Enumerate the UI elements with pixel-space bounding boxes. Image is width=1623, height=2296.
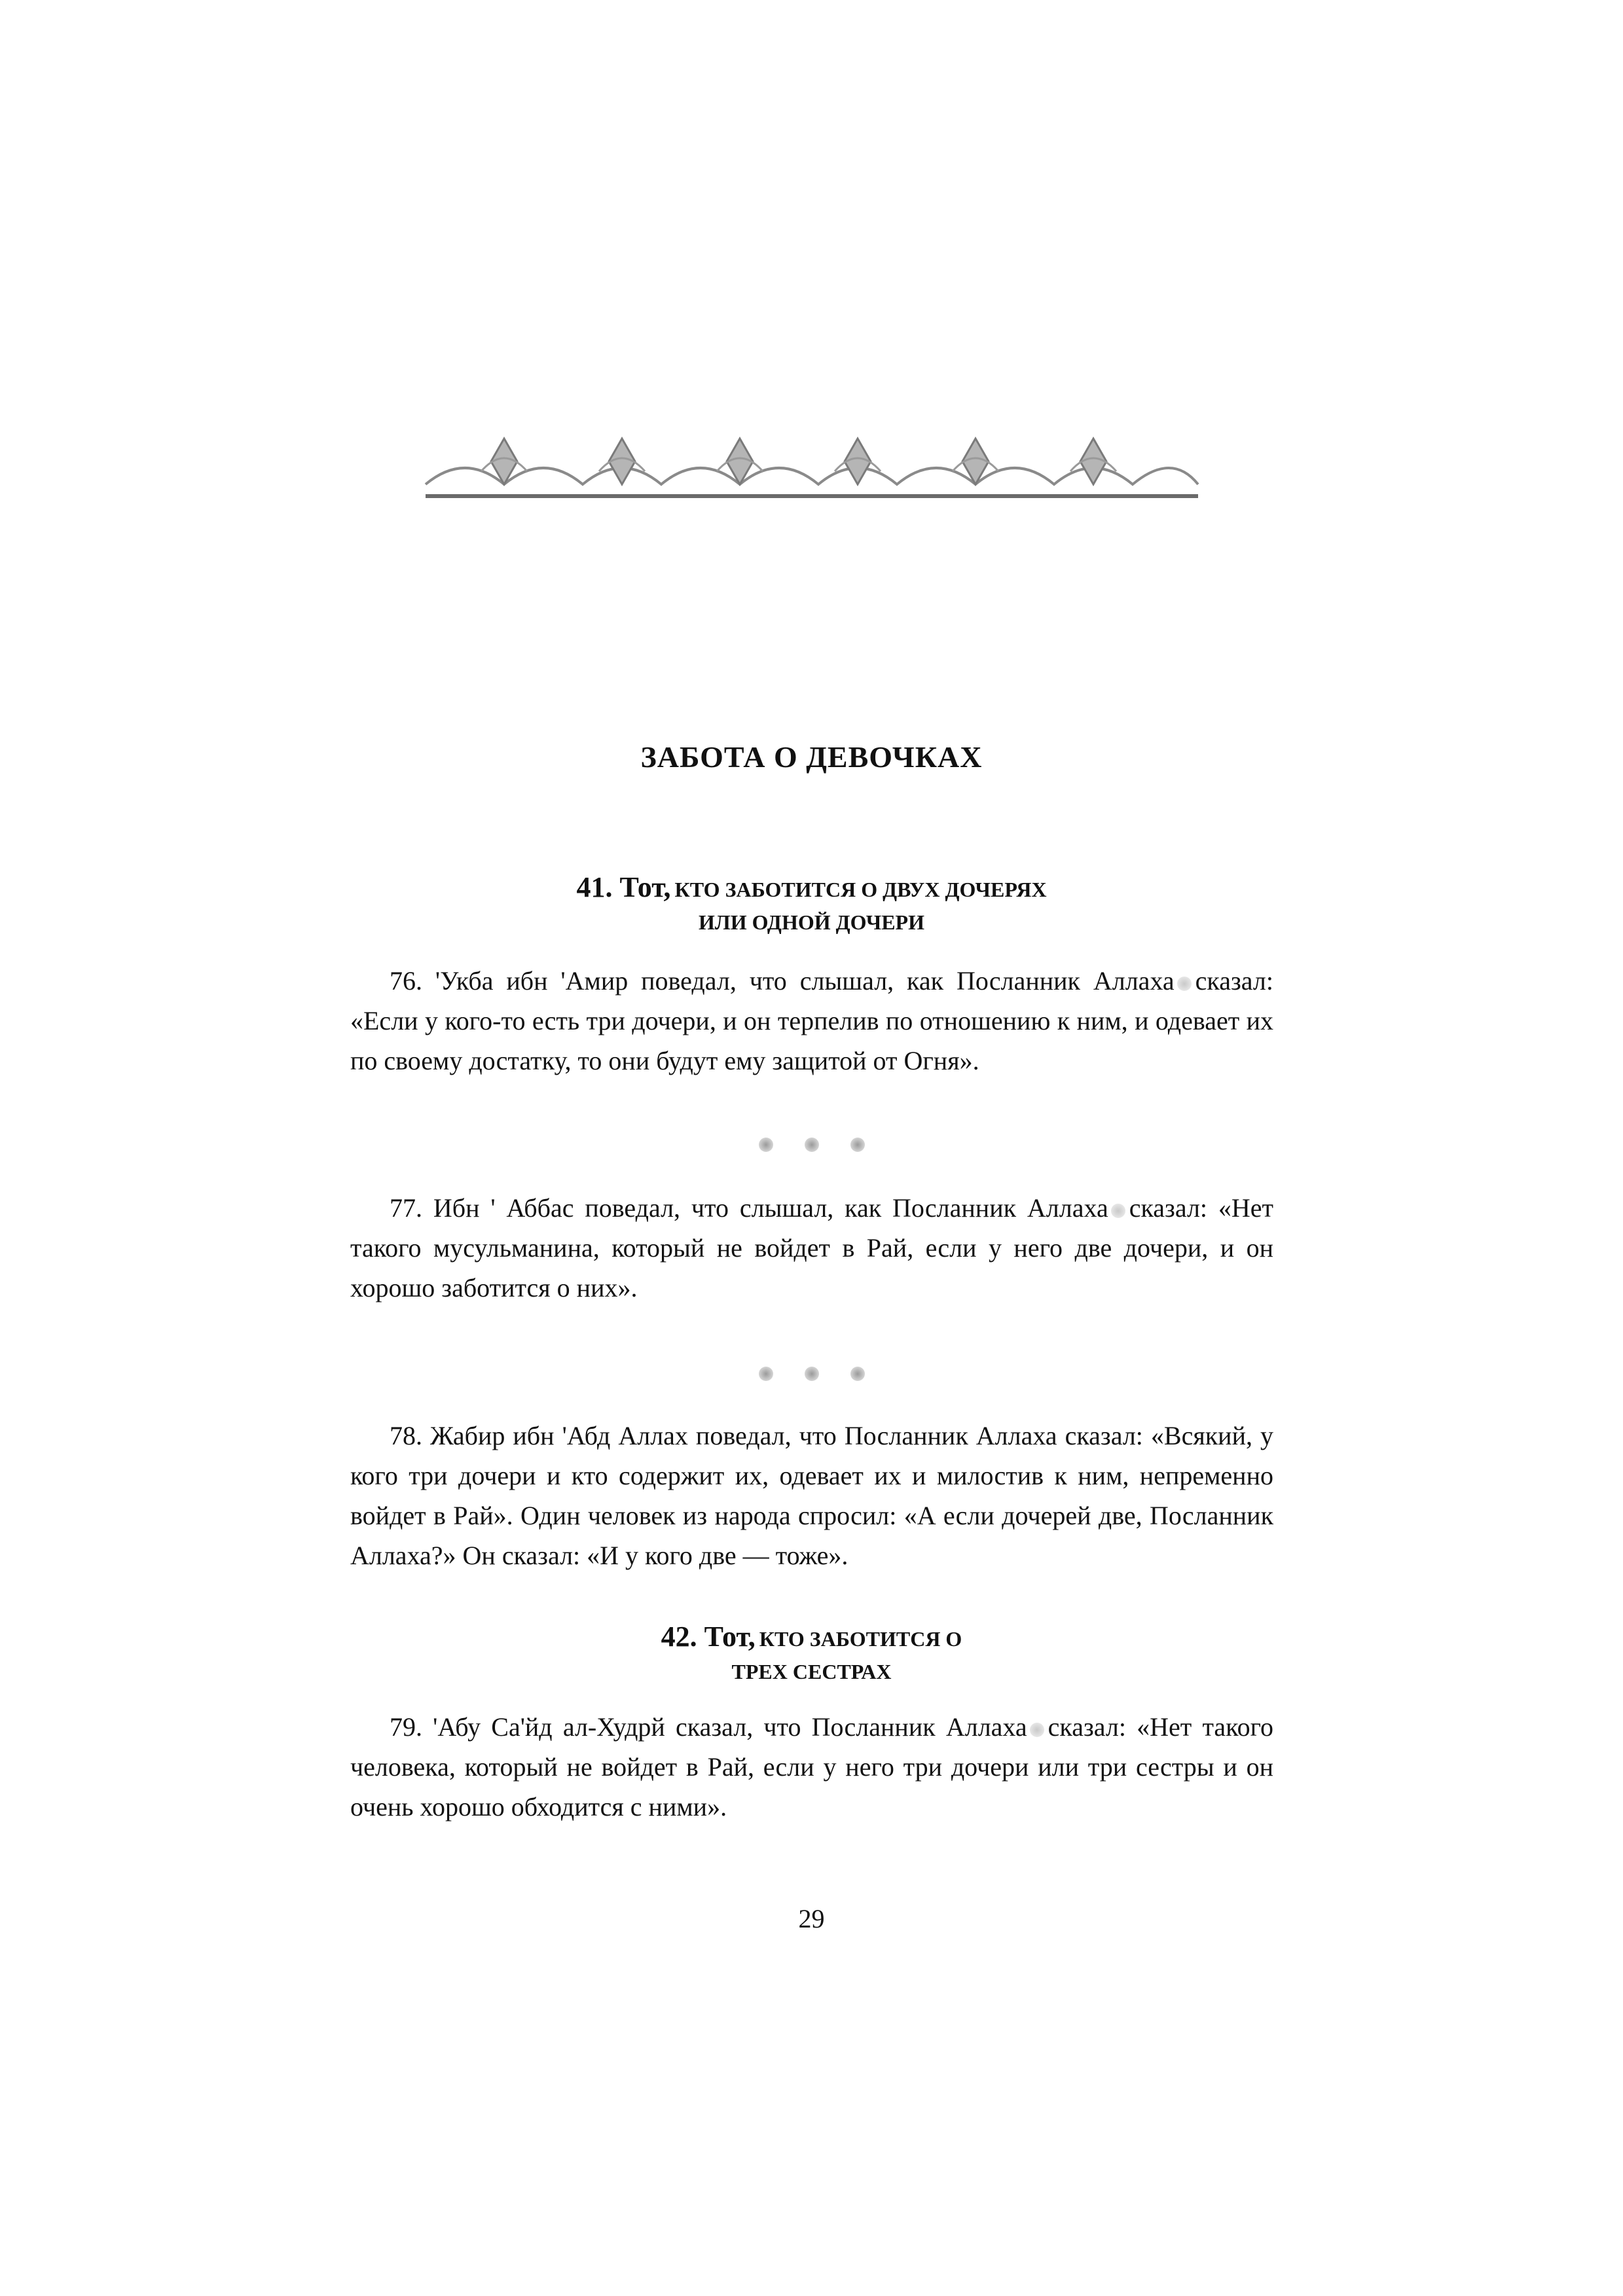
- dot-icon: [850, 1138, 865, 1152]
- section-heading-41: [0, 870, 1623, 935]
- honorific-mark-icon: [1030, 1723, 1044, 1737]
- hadith-79: [350, 1707, 1273, 1827]
- hadith-text: 77. Ибн ' Аббас поведал, что слышал, как Посланник Аллаха: [390, 1193, 1108, 1223]
- separator-asterism: [0, 1367, 1623, 1384]
- separator-asterism: [0, 1138, 1623, 1155]
- section-heading-text: КТО ЗАБОТИТСЯ О: [759, 1627, 962, 1651]
- ornament-header: [419, 425, 1205, 507]
- hadith-text: сказал: «Если у кого-то есть три дочери, и он терпелив по отношению к ним, и одевает их по своему достатку, то они будут ему защитой от Огня».: [350, 966, 1273, 1075]
- section-heading-line2: ИЛИ ОДНОЙ ДОЧЕРИ: [699, 910, 924, 934]
- hadith-76: [350, 961, 1273, 1081]
- dot-icon: [759, 1138, 773, 1152]
- dot-icon: [850, 1367, 865, 1381]
- section-number: 42. Тот,: [661, 1621, 756, 1653]
- section-heading-text: КТО ЗАБОТИТСЯ О ДВУХ ДОЧЕРЯХ: [674, 878, 1047, 901]
- chapter-title: ЗАБОТА О ДЕВОЧКАХ: [640, 740, 983, 774]
- honorific-mark-icon: [1111, 1204, 1125, 1218]
- hadith-text: 79. 'Абу Са'йд ал-Худрй сказал, что Посланник Аллаха: [390, 1712, 1027, 1742]
- section-heading-line2: ТРЕХ СЕСТРАХ: [731, 1660, 892, 1683]
- page-number: 29: [798, 1904, 825, 1933]
- dot-icon: [805, 1138, 819, 1152]
- hadith-77: [350, 1188, 1273, 1308]
- honorific-mark-icon: [1177, 977, 1192, 991]
- hadith-text: 76. 'Укба ибн 'Амир поведал, что слышал, как Посланник Аллаха: [390, 966, 1175, 996]
- hadith-78: 78. Жабир ибн 'Абд Аллах поведал, что Посланник Аллаха сказал: «Всякий, у кого три дочери и кто содержит их, одевает их и милостив к ним, непременно войдет в Рай». Один человек из народа спросил: «А если дочерей две, Посланник Аллаха?» Он сказал: «И у кого две — тоже».: [350, 1421, 1273, 1570]
- dot-icon: [759, 1367, 773, 1381]
- hadith-text: сказал: «Нет такого человека, который не войдет в Рай, если у него три дочери или три сестры и он очень хорошо обходится с ними».: [350, 1712, 1273, 1821]
- hadith-text: сказал: «Нет такого мусульманина, который не войдет в Рай, если у него две дочери, и он хорошо заботится о них».: [350, 1193, 1273, 1302]
- section-heading-42: [0, 1620, 1623, 1684]
- dot-icon: [805, 1367, 819, 1381]
- section-number: 41. Тот,: [576, 871, 671, 903]
